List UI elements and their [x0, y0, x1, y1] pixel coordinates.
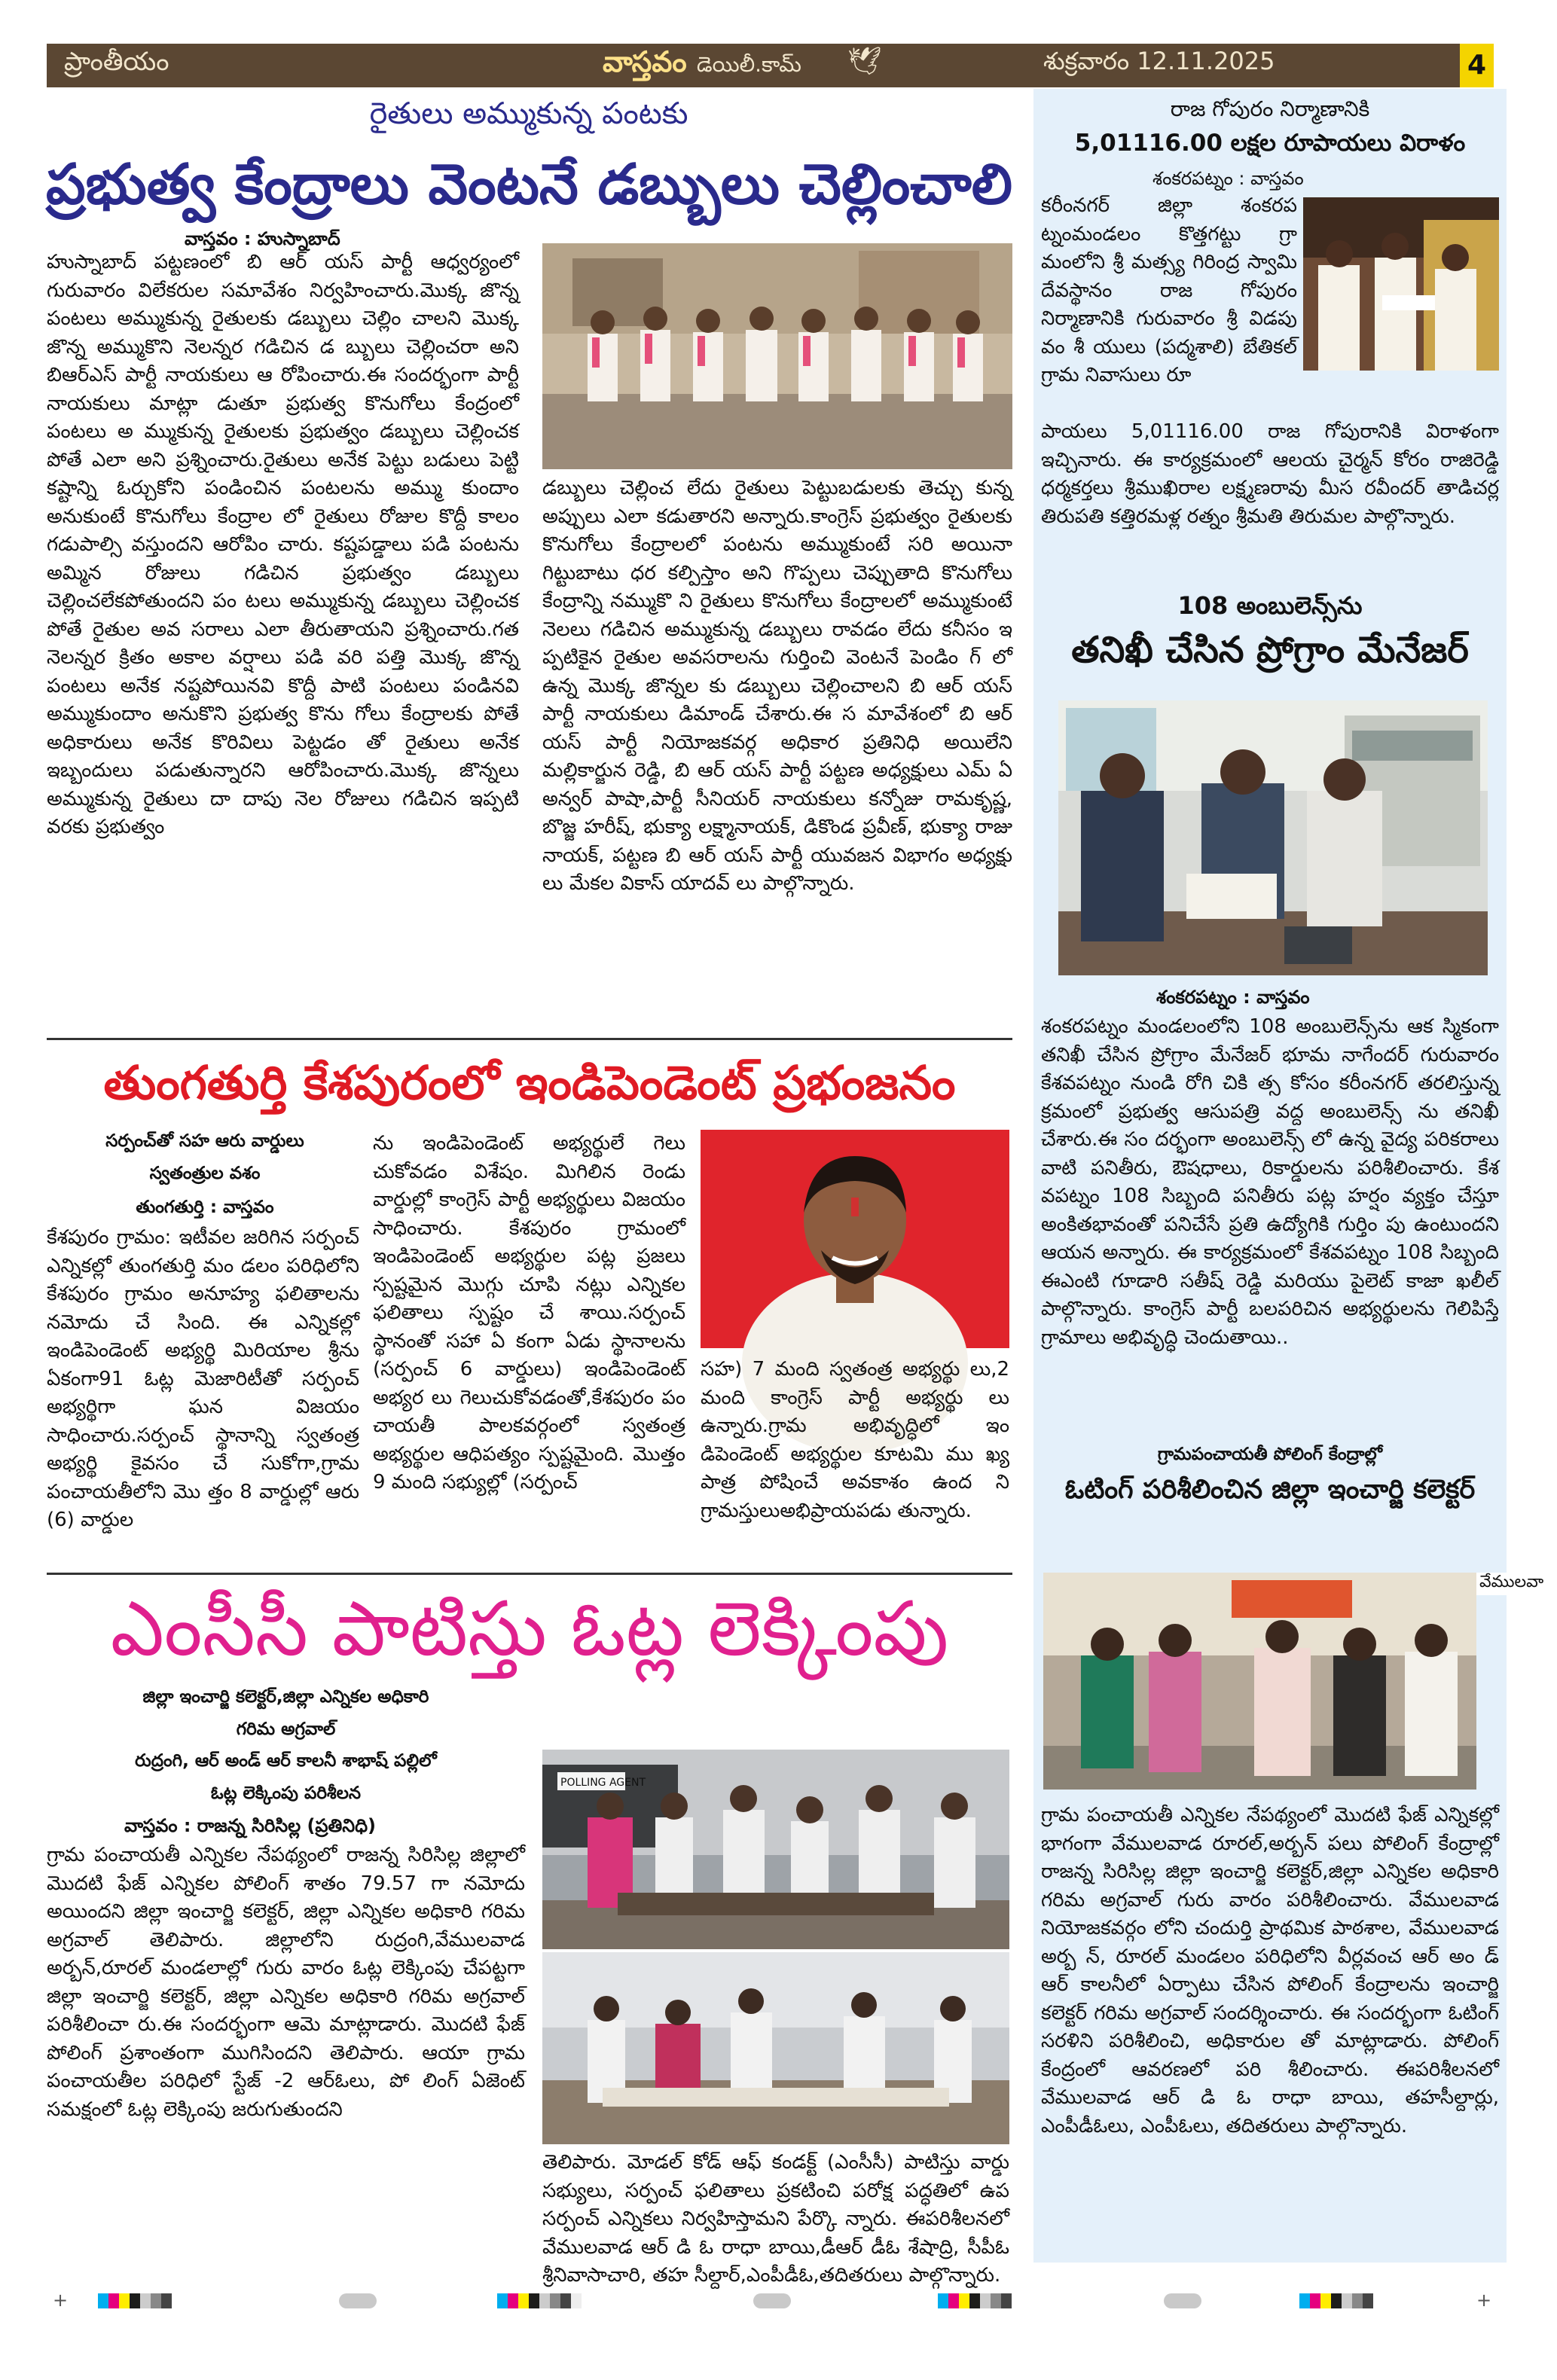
color-bar	[98, 2293, 172, 2308]
article1-kicker: రైతులు అమ్ముకున్న పంటకు	[369, 96, 688, 131]
article3-sub3: రుద్రంగి, ఆర్ అండ్ ఆర్ కాలనీ శాభాష్ పల్లిలో	[135, 1751, 437, 1771]
color-bar	[497, 2293, 582, 2308]
right1-column-narrow: కరీంనగర్ జిల్లా శంకరప ట్నంమండలం కొత్తగట్టు గ్రా మంలోని శ్రీ మత్స్య గిరింద్ర స్వామి దేవస్థానం రాజ గోపురం నిర్మాణానికి గురువారం శ్రీ విడపు వం శీ యులు (పద్మశాలి) బేతికల్ గ్రామ నివాసులు రూ	[1041, 194, 1297, 386]
article2-column-3: సహ) 7 మంది స్వతంత్ర అభ్యర్థు లు,2 మంది కాంగ్రెస్ పార్టీ అభ్యర్థు లు ఉన్నారు.గ్రామ అభివృద్ధిలో ఇం డిపెండెంట్ అభ్యర్థుల కూటమి ము ఖ్య పాత్ర పోషించే అవకాశం ఉంద ని గ్రామస్తులుఅభిప్రాయపడు తున్నారు.	[701, 1358, 1009, 1522]
article1-dateline: వాస్తవం : హుస్నాబాద్	[185, 228, 340, 249]
article3-dateline: వాస్తవం : రాజన్న సిరిసిల్ల (ప్రతినిధి)	[124, 1815, 377, 1836]
page-number: 4	[1460, 44, 1494, 87]
color-bar	[938, 2293, 1012, 2308]
registration-oval	[753, 2293, 791, 2308]
article3-column-2: తెలిపారు. మోడల్ కోడ్ ఆఫ్ కండక్ట్ (ఎంసీసీ) పాటిస్తు వార్డు సభ్యులు, సర్పంచ్ ఫలితాలు ప్రకటించి పరోక్ష పద్ధతిలో ఉప సర్పంచ్ ఎన్నికలు నిర్వహిస్తామని పేర్కొ న్నారు. ఈపరిశీలనలో వేములవాడ ఆర్ డి ఓ రాధా బాయి,డీఆర్ డీఓ శేషాద్రి, సీపీఓ శ్రీనివాసాచారి, తహ సీల్దార్,ఎంపీడీఓ,తదితరులు పాల్గొన్నారు.	[542, 2151, 1009, 2287]
right1-kicker: రాజ గోపురం నిర్మాణానికి	[1170, 96, 1370, 121]
issue-date: శుక్రవారం 12.11.2025	[1043, 47, 1275, 75]
article3-sub2: గరిమ అగ్రవాల్	[236, 1719, 336, 1739]
article1-headline: ప్రభుత్వ కేంద్రాలు వెంటనే డబ్బులు చెల్లించాలి	[46, 152, 1012, 217]
polling-agent-sign: POLLING AGENT	[560, 1777, 646, 1789]
registration-oval	[1164, 2293, 1201, 2308]
right1-dateline: శంకరపట్నం : వాస్తవం	[1152, 168, 1304, 189]
article2-portrait-photo	[701, 1130, 1009, 1348]
registration-mark-icon: +	[53, 2290, 69, 2311]
article3-sub1: జిల్లా ఇంచార్జి కలెక్టర్,జిల్లా ఎన్నికల అధికారి	[142, 1687, 429, 1707]
article2-column-2: ను ఇండిపెండెంట్ అభ్యర్థులే గెలు చుకోవడం విశేషం. మిగిలిన రెండు వార్డుల్లో కాంగ్రెస్ పార్టీ అభ్యర్థులు విజయం సాధించారు. కేశపురం గ్రామంలో ఇండిపెండెంట్ అభ్యర్థుల పట్ల ప్రజలు స్పష్టమైన మొగ్గు చూపి నట్లు ఎన్నికల ఫలితాలు స్పష్టం చే శాయి.సర్పంచ్ స్థానంతో సహా ఏ కంగా ఏడు స్థానాలను (సర్పంచ్ 6 వార్డులు) ఇండిపెండెంట్ అభ్యర లు గెలుచుకోవడంతో,కేశపురం పం చాయతీ పాలకవర్గంలో స్వతంత్ర అభ్యర్థుల ఆధిపత్యం స్పష్టమైంది. మొత్తం 9 మంది సభ్యుల్లో (సర్పంచ్	[373, 1132, 685, 1494]
article3-photo-top	[542, 1750, 1009, 1949]
article3-sub4: ఓట్ల లెక్కింపు పరిశీలన	[210, 1783, 362, 1803]
article2-dateline: తుంగతుర్తి : వాస్తవం	[136, 1198, 274, 1217]
right1-headline: 5,01116.00 లక్షల రూపాయలు విరాళం	[1074, 130, 1466, 157]
divider	[47, 1573, 1012, 1575]
right2-kicker: 108 అంబులెన్స్‌ను	[1177, 591, 1363, 620]
article3-photo-bottom	[542, 1952, 1009, 2144]
right3-kicker: గ్రామపంచాయతీ పోలింగ్ కేంద్రాల్లో	[1157, 1445, 1383, 1464]
article3-headline: ఎంసీసీ పాటిస్తు ఓట్ల లెక్కింపు	[110, 1585, 949, 1673]
right2-headline: తనిఖీ చేసిన ప్రోగ్రాం మేనేజర్	[1071, 629, 1469, 671]
article2-column-1: కేశపురం గ్రామం: ఇటీవల జరిగిన సర్పంచ్ ఎన్నికల్లో తుంగతుర్తి మం డలం పరిధిలోని కేశపురం గ్రామం అనూహ్య ఫలితాలను నమోదు చే సింది. ఈ ఎన్నికల్లో ఇండిపెండెంట్ అభ్యర్థి మిరియాల శ్రీను ఏకంగా91 ఓట్ల మెజారిటీతో సర్పంచ్ అభ్యర్థిగా ఘన విజయం సాధించారు.సర్పంచ్ స్థానాన్ని స్వతంత్ర అభ్యర్థి కైవసం చే సుకోగా,గ్రామ పంచాయతీలోని మొ త్తం 8 వార్డుల్లో ఆరు (6) వార్డుల	[47, 1226, 359, 1531]
article1-photo	[542, 243, 1012, 469]
bird-logo-icon: 🕊	[847, 46, 882, 77]
article3-column-1: గ్రామ పంచాయతీ ఎన్నికల నేపథ్యంలో రాజన్న సిరిసిల్ల జిల్లాలో మొదటి ఫేజ్ ఎన్నికల పోలింగ్ శాతం 79.57 గా నమోదు అయిందని జిల్లా ఇంచార్జి కలెక్టర్, జిల్లా ఎన్నికల అధికారి గరిమ అగ్రవాల్ తెలిపారు. జిల్లాలోని రుద్రంగి,వేములవాడ అర్బన్,రూరల్ మండలాల్లో గురు వారం ఓట్ల లెక్కింపు చేపట్టగా జిల్లా ఇంచార్జి కలెక్టర్, జిల్లా ఎన్నికల అధికారి గరిమ అగ్రవాల్ పరిశీలించా రు.ఈ సందర్భంగా ఆమె మాట్లాడారు. మొదటి ఫేజ్ పోలింగ్ ప్రశాంతంగా ముగిసిందని తెలిపారు. ఆయా గ్రామ పంచాయతీల పరిధిలో స్టేజ్ -2 ఆర్‌ఓలు, పో లింగ్ ఏజెంట్ సమక్షంలో ఓట్ల లెక్కింపు జరుగుతుందని	[47, 1844, 525, 2121]
right3-photo	[1043, 1573, 1476, 1790]
right2-dateline: శంకరపట్నం : వాస్తవం	[1156, 987, 1310, 1008]
masthead-title: వాస్తవం	[603, 45, 687, 78]
right3-body: గ్రామ పంచాయతీ ఎన్నికల నేపథ్యంలో మొదటి ఫేజ్ ఎన్నికల్లో భాగంగా వేములవాడ రూరల్,అర్బన్ పలు పోలింగ్ కేంద్రాల్లో రాజన్న సిరిసిల్ల జిల్లా ఇంచార్జి కలెక్టర్,జిల్లా ఎన్నికల అధికారి గరిమ అగ్రవాల్ గురు వారం పరిశీలించారు. వేములవాడ నియోజకవర్గం లోని చందుర్తి ప్రాథమిక పాఠశాల, వేములవాడ అర్బ న్, రూరల్ మండలం పరిధిలోని వీర్లవంచ ఆర్ అం డ్ ఆర్ కాలనీలో ఏర్పాటు చేసిన పోలింగ్ కేంద్రాలను ఇంచార్జి కలెక్టర్ గరిమ అగ్రవాల్ సందర్శించారు. ఈ సందర్భంగా ఓటింగ్ సరళిని పరిశీలించి, అధికారుల తో మాట్లాడారు. పోలింగ్ కేంద్రంలో ఆవరణలో పరి శీలించారు. ఈపరిశీలనలో వేములవాడ ఆర్ డి ఓ రాధా బాయి, తహసీల్దార్లు, ఎంపీడీఓలు, ఎంపీఓలు, తదితరులు పాల్గొన్నారు.	[1041, 1804, 1499, 2137]
registration-mark-icon: +	[1476, 2290, 1492, 2311]
right2-body: శంకరపట్నం మండలంలోని 108 అంబులెన్స్‌ను ఆక స్మికంగా తనిఖీ చేసిన ప్రోగ్రాం మేనేజర్ భూమ నాగేందర్ గురువారం కేశవపట్నం నుండి రోగి చికి త్స కోసం కరీంనగర్ తరలిస్తున్న క్రమంలో ప్రభుత్వ ఆసుపత్రి వద్ద అంబులెన్స్ ను తనిఖీ చేశారు.ఈ సం దర్భంగా అంబులెన్స్ లో ఉన్న వైద్య పరికరాలు వాటి పనితీరు, ఔషధాలు, రికార్డులను పరిశీలించారు. కేశ వపట్నం 108 సిబ్బంది పనితీరు పట్ల హర్షం వ్యక్తం చేస్తూ అంకితభావంతో పనిచేసే ప్రతి ఉద్యోగికి గుర్తిం పు ఉంటుందని ఆయన అన్నారు. ఈ కార్యక్రమంలో కేశవపట్నం 108 సిబ్బంది ఈఎంటి గూడారి సతీష్ రెడ్డి మరియు పైలెట్ కాజా ఖలీల్ పాల్గొన్నారు. కాంగ్రెస్ పార్టీ బలపరిచిన అభ్యర్థులను గెలిపిస్తే గ్రామాలు అభివృద్ధి చెందుతాయి..	[1041, 1015, 1499, 1349]
right3-place-tag: వేములవా	[1476, 1573, 1546, 1595]
registration-oval	[339, 2293, 377, 2308]
right3-headline: ఓటింగ్ పరిశీలించిన జిల్లా ఇంచార్జి కలెక్టర్	[1064, 1475, 1476, 1505]
section-label: ప్రాంతీయం	[64, 47, 169, 77]
color-bar	[1299, 2293, 1373, 2308]
article1-column-2: డబ్బులు చెల్లించ లేదు రైతులు పెట్టుబడులకు తెచ్చు కున్న అప్పులు ఎలా కడుతారని అన్నారు.కాంగ్రెస్ ప్రభుత్వం రైతులకు కొనుగోలు కేంద్రాలలో పంటను అమ్ముకుంటే సరి అయినా గిట్టుబాటు ధర కల్పిస్తాం అని గొప్పలు చెప్పుతాది కొనుగోలు కేంద్రాన్ని నమ్ముకొ ని రైతులు కొనుగోలు కేంద్రాలలో అమ్ముకుంటే నెలలు గడిచిన అమ్ముకున్న డబ్బులు రావడం లేదు కనీసం ఇ ప్పటికైన రైతుల అవసరాలను గుర్తించి వెంటనే పెండిం గ్ లో ఉన్న మొక్క జొన్నల కు డబ్బులు చెల్లించాలని బి ఆర్ యస్ పార్టీ నాయకులు డిమాండ్ చేశారు.ఈ స మావేశంలో బి ఆర్ యస్ పార్టీ నియోజకవర్గ అధికార ప్రతినిధి అయిలేని మల్లికార్జున రెడ్డి, బి ఆర్ యస్ పార్టీ పట్టణ అధ్యక్షులు ఎమ్ ఏ అన్వర్ పాషా,పార్టీ సీనియర్ నాయకులు కన్నోజు రామకృష్ణ, బొజ్జ హరీష్, భుక్యా లక్ష్మానాయక్, డికొండ ప్రవీణ్, భుక్యా రాజు నాయక్, పట్టణ బి ఆర్ యస్ పార్టీ యువజన విభాగం అధ్యక్షు లు మేకల వికాస్ యాదవ్ లు పాల్గొన్నారు.	[542, 477, 1012, 895]
divider	[47, 1038, 1012, 1040]
masthead-site: డెయిలీ.కామ్	[696, 52, 801, 77]
right1-photo	[1303, 197, 1499, 371]
article2-headline: తుంగతుర్తి కేశపురంలో ఇండిపెండెంట్ ప్రభంజనం	[103, 1055, 956, 1110]
article2-sub1: సర్పంచ్‌తో సహ ఆరు వార్డులు	[105, 1131, 304, 1151]
masthead	[603, 45, 801, 86]
article2-sub2: స్వతంత్రుల వశం	[149, 1164, 261, 1183]
article1-column-1: హుస్నాబాద్ పట్టణంలో బి ఆర్ యస్ పార్టీ ఆధ్వర్యంలో గురువారం విలేకరుల సమావేశం నిర్వహించారు.మొక్క జొన్న పంటలు అమ్ముకున్న రైతులకు డబ్బులు చెల్లిం చాలని మొక్క జొన్న అమ్ముకొని నెలన్నర గడిచిన డ బ్బులు చెల్లించరా అని బిఆర్ఎస్ పార్టీ నాయకులు ఆ రోపించారు.ఈ సందర్భంగా పార్టీ నాయకులు మాట్లా డుతూ ప్రభుత్వ కొనుగోలు కేంద్రంలో పంటలు అ మ్ముకున్న రైతులకు ప్రభుత్వం డబ్బులు చెల్లించక పోతే ఎలా అని ప్రశ్నించారు.రైతులు అనేక పెట్టు బడులు పెట్టి కష్టాన్ని ఓర్చుకోని పండించిన పంటలను అమ్ము కుందాం అనుకుంటే కొనుగోలు కేంద్రాల లో రైతులు రోజుల కొద్దీ కాలం గడుపాల్సి వస్తుందని ఆరోపిం చారు. కష్టపడ్డాలు పడి పంటను అమ్మిన రోజులు గడిచిన ప్రభుత్వం డబ్బులు చెల్లించలేకపోతుందని పం టలు అమ్ముకున్న డబ్బులు చెల్లించక పోతే రైతుల అవ సరాలు ఎలా తీరుతాయని ప్రశ్నించారు.గత నెలన్నర క్రితం అకాల వర్షాలు పడి వరి పత్తి మొక్క జొన్న పంటలు అనేక నష్టపోయినవి కొద్దీ పాటి పంటలు పండినవి అమ్ముకుందాం అనుకొని ప్రభుత్వ కొను గోలు కేంద్రాలకు పోతే అధికారులు అనేక కొరివిలు పెట్టడం తో రైతులు అనేక ఇబ్బందులు పడుతున్నారని ఆరోపించారు.మొక్క జొన్నలు అమ్ముకున్న రైతులు దా దాపు నెల రోజులు గడిచిన ఇప్పటి వరకు ప్రభుత్వం	[47, 251, 519, 838]
right2-ambulance-photo	[1058, 700, 1488, 975]
right1-column-full: పాయలు 5,01116.00 రాజ గోపురానికి విరాళంగా ఇచ్చినారు. ఈ కార్యక్రమంలో ఆలయ చైర్మన్ కోరం రాజిరెడ్డి ధర్మకర్తలు శ్రీముఖిరాల లక్ష్మణరావు మీస రవీందర్ తాడిచర్ల తిరుపతి కత్తిరమళ్ల రత్నం శ్రీమతి తిరుమల పాల్గొన్నారు.	[1041, 420, 1499, 528]
